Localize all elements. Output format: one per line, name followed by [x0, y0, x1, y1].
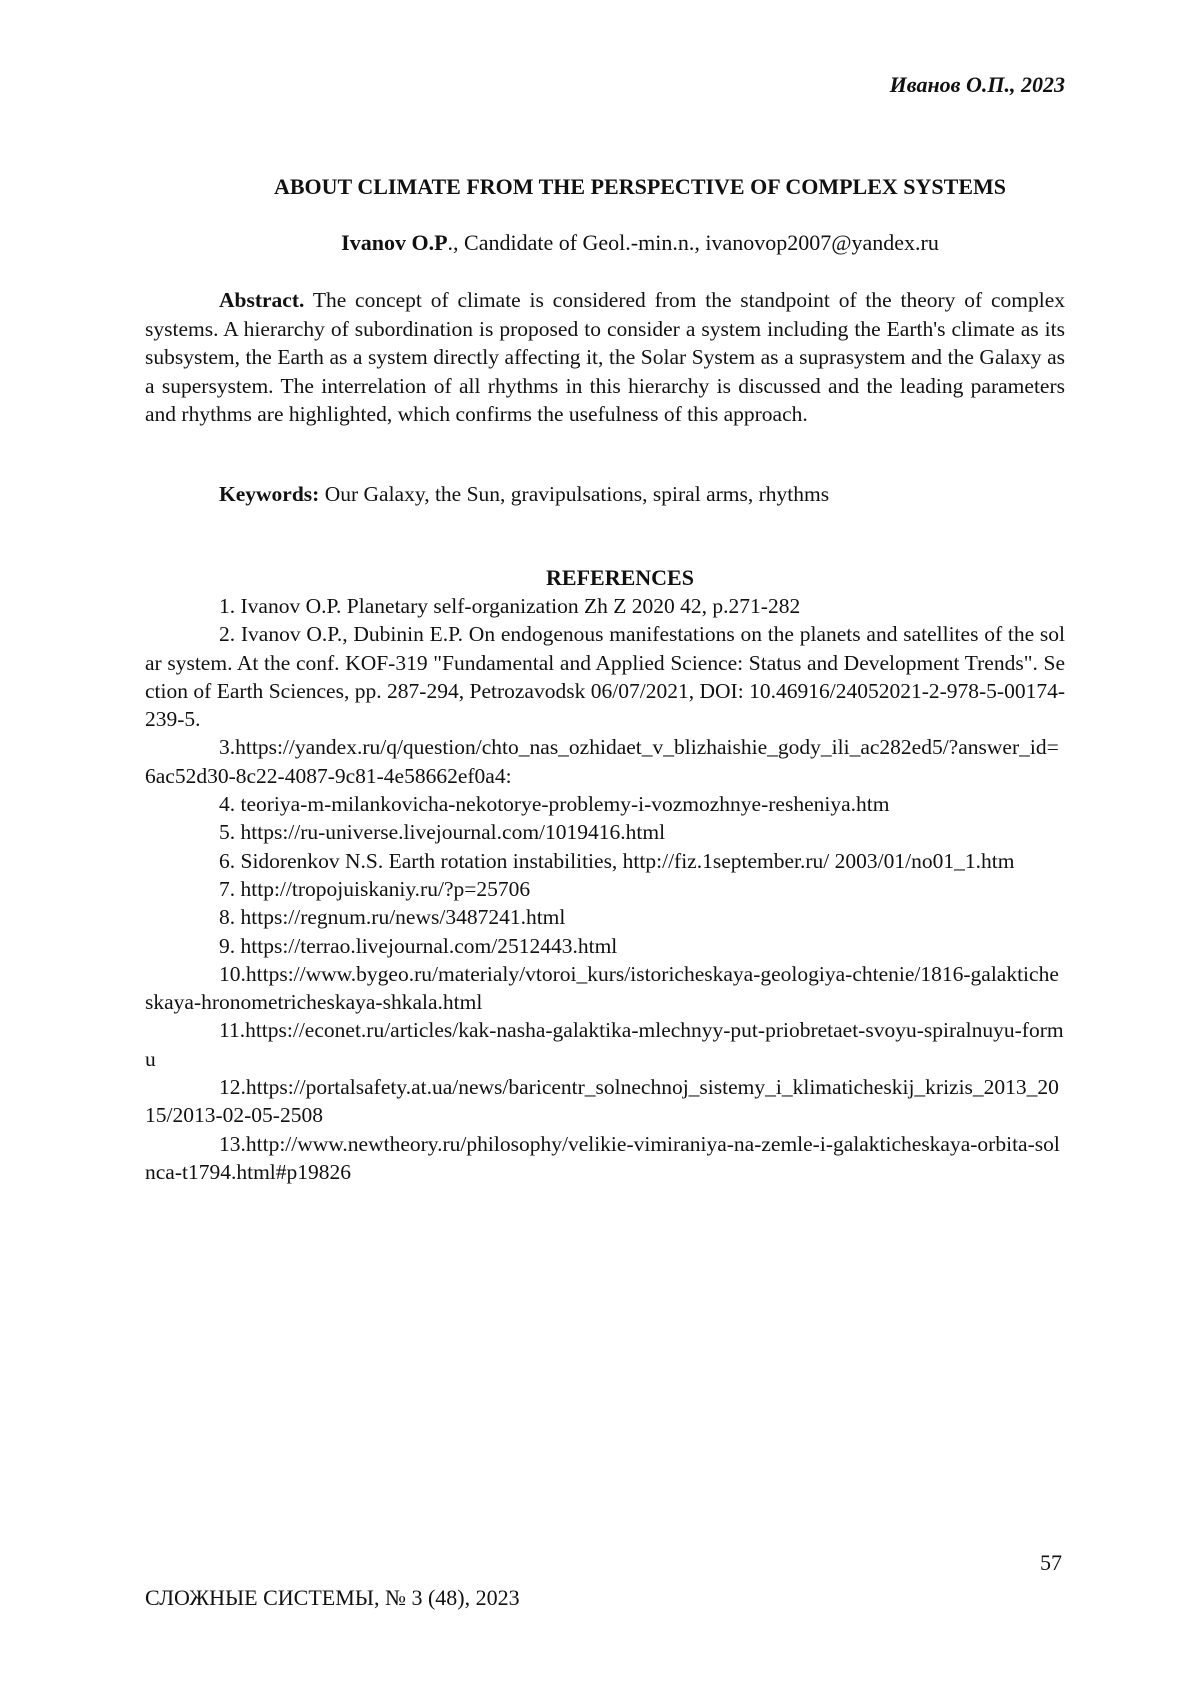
author-affiliation: ., Candidate of Geol.-min.n., ivanovop2007@yandex.ru — [448, 230, 939, 255]
keywords-label: Keywords: — [219, 482, 319, 506]
reference-item: 6. Sidorenkov N.S. Earth rotation instabilities, http://fiz.1september.ru/ 2003/01/no01_1.htm — [145, 847, 1065, 875]
reference-item: 5. https://ru-universe.livejournal.com/1019416.html — [145, 818, 1065, 846]
journal-footer: СЛОЖНЫЕ СИСТЕМЫ, № 3 (48), 2023 — [145, 1585, 520, 1611]
paper-page — [0, 0, 1200, 1697]
abstract-label: Abstract. — [219, 288, 304, 312]
page-number: 57 — [1040, 1550, 1062, 1576]
author-line — [145, 230, 1135, 256]
reference-item: 4. teoriya-m-milankovicha-nekotorye-problemy-i-vozmozhnye-resheniya.htm — [145, 790, 1065, 818]
abstract-paragraph — [145, 286, 1065, 429]
references-heading: REFERENCES — [145, 564, 1065, 592]
keywords-section — [145, 480, 1065, 509]
references-section — [145, 564, 1065, 1186]
reference-item: 11.https://econet.ru/articles/kak-nasha-galaktika-mlechnyy-put-priobretaet-svoyu-spiralnuyu-formu — [145, 1016, 1065, 1073]
paper-title: ABOUT CLIMATE FROM THE PERSPECTIVE OF COMPLEX SYSTEMS — [145, 174, 1135, 200]
author-name: Ivanov O.P — [341, 230, 447, 255]
reference-item: 13.http://www.newtheory.ru/philosophy/velikie-vimiraniya-na-zemle-i-galakticheskaya-orbita-solnca-t1794.html#p19826 — [145, 1130, 1065, 1187]
reference-list — [145, 592, 1065, 1186]
reference-item: 12.https://portalsafety.at.ua/news/baricentr_solnechnoj_sistemy_i_klimaticheskij_krizis_2013_2015/2013-02-05-2508 — [145, 1073, 1065, 1130]
reference-item: 8. https://regnum.ru/news/3487241.html — [145, 903, 1065, 931]
running-head: Иванов О.П., 2023 — [890, 72, 1065, 98]
keywords-text: Our Galaxy, the Sun, gravipulsations, spiral arms, rhythms — [319, 482, 829, 506]
reference-item: 2. Ivanov O.P., Dubinin E.P. On endogenous manifestations on the planets and satellites of the solar system. At the conf. KOF-319 "Fundamental and Applied Science: Status and Development Trends". Section of Earth Sciences, pp. 287-294, Petrozavodsk 06/07/2021, DOI: 10.46916/24052021-2-978-5-00174-239-5. — [145, 620, 1065, 733]
reference-item: 10.https://www.bygeo.ru/materialy/vtoroi_kurs/istoricheskaya-geologiya-chtenie/1816-galakticheskaya-hronometricheskaya-shkala.html — [145, 960, 1065, 1017]
abstract-text: The concept of climate is considered from the standpoint of the theory of complex systems. A hierarchy of subordination is proposed to consider a system including the Earth's climate as its subsystem, the Earth as a system directly affecting it, the Solar System as a suprasystem and the Galaxy as a supersystem. The interrelation of all rhythms in this hierarchy is discussed and the leading parameters and rhythms are highlighted, which confirms the usefulness of this approach. — [145, 288, 1065, 426]
reference-item: 7. http://tropojuiskaniy.ru/?p=25706 — [145, 875, 1065, 903]
keywords-paragraph — [145, 480, 1065, 509]
reference-item: 9. https://terrao.livejournal.com/2512443.html — [145, 932, 1065, 960]
reference-item: 3.https://yandex.ru/q/question/chto_nas_ozhidaet_v_blizhaishie_gody_ili_ac282ed5/?answer_id=6ac52d30-8c22-4087-9c81-4e58662ef0a4: — [145, 733, 1065, 790]
reference-item: 1. Ivanov O.P. Planetary self-organization Zh Z 2020 42, p.271-282 — [145, 592, 1065, 620]
abstract-section — [145, 286, 1065, 429]
